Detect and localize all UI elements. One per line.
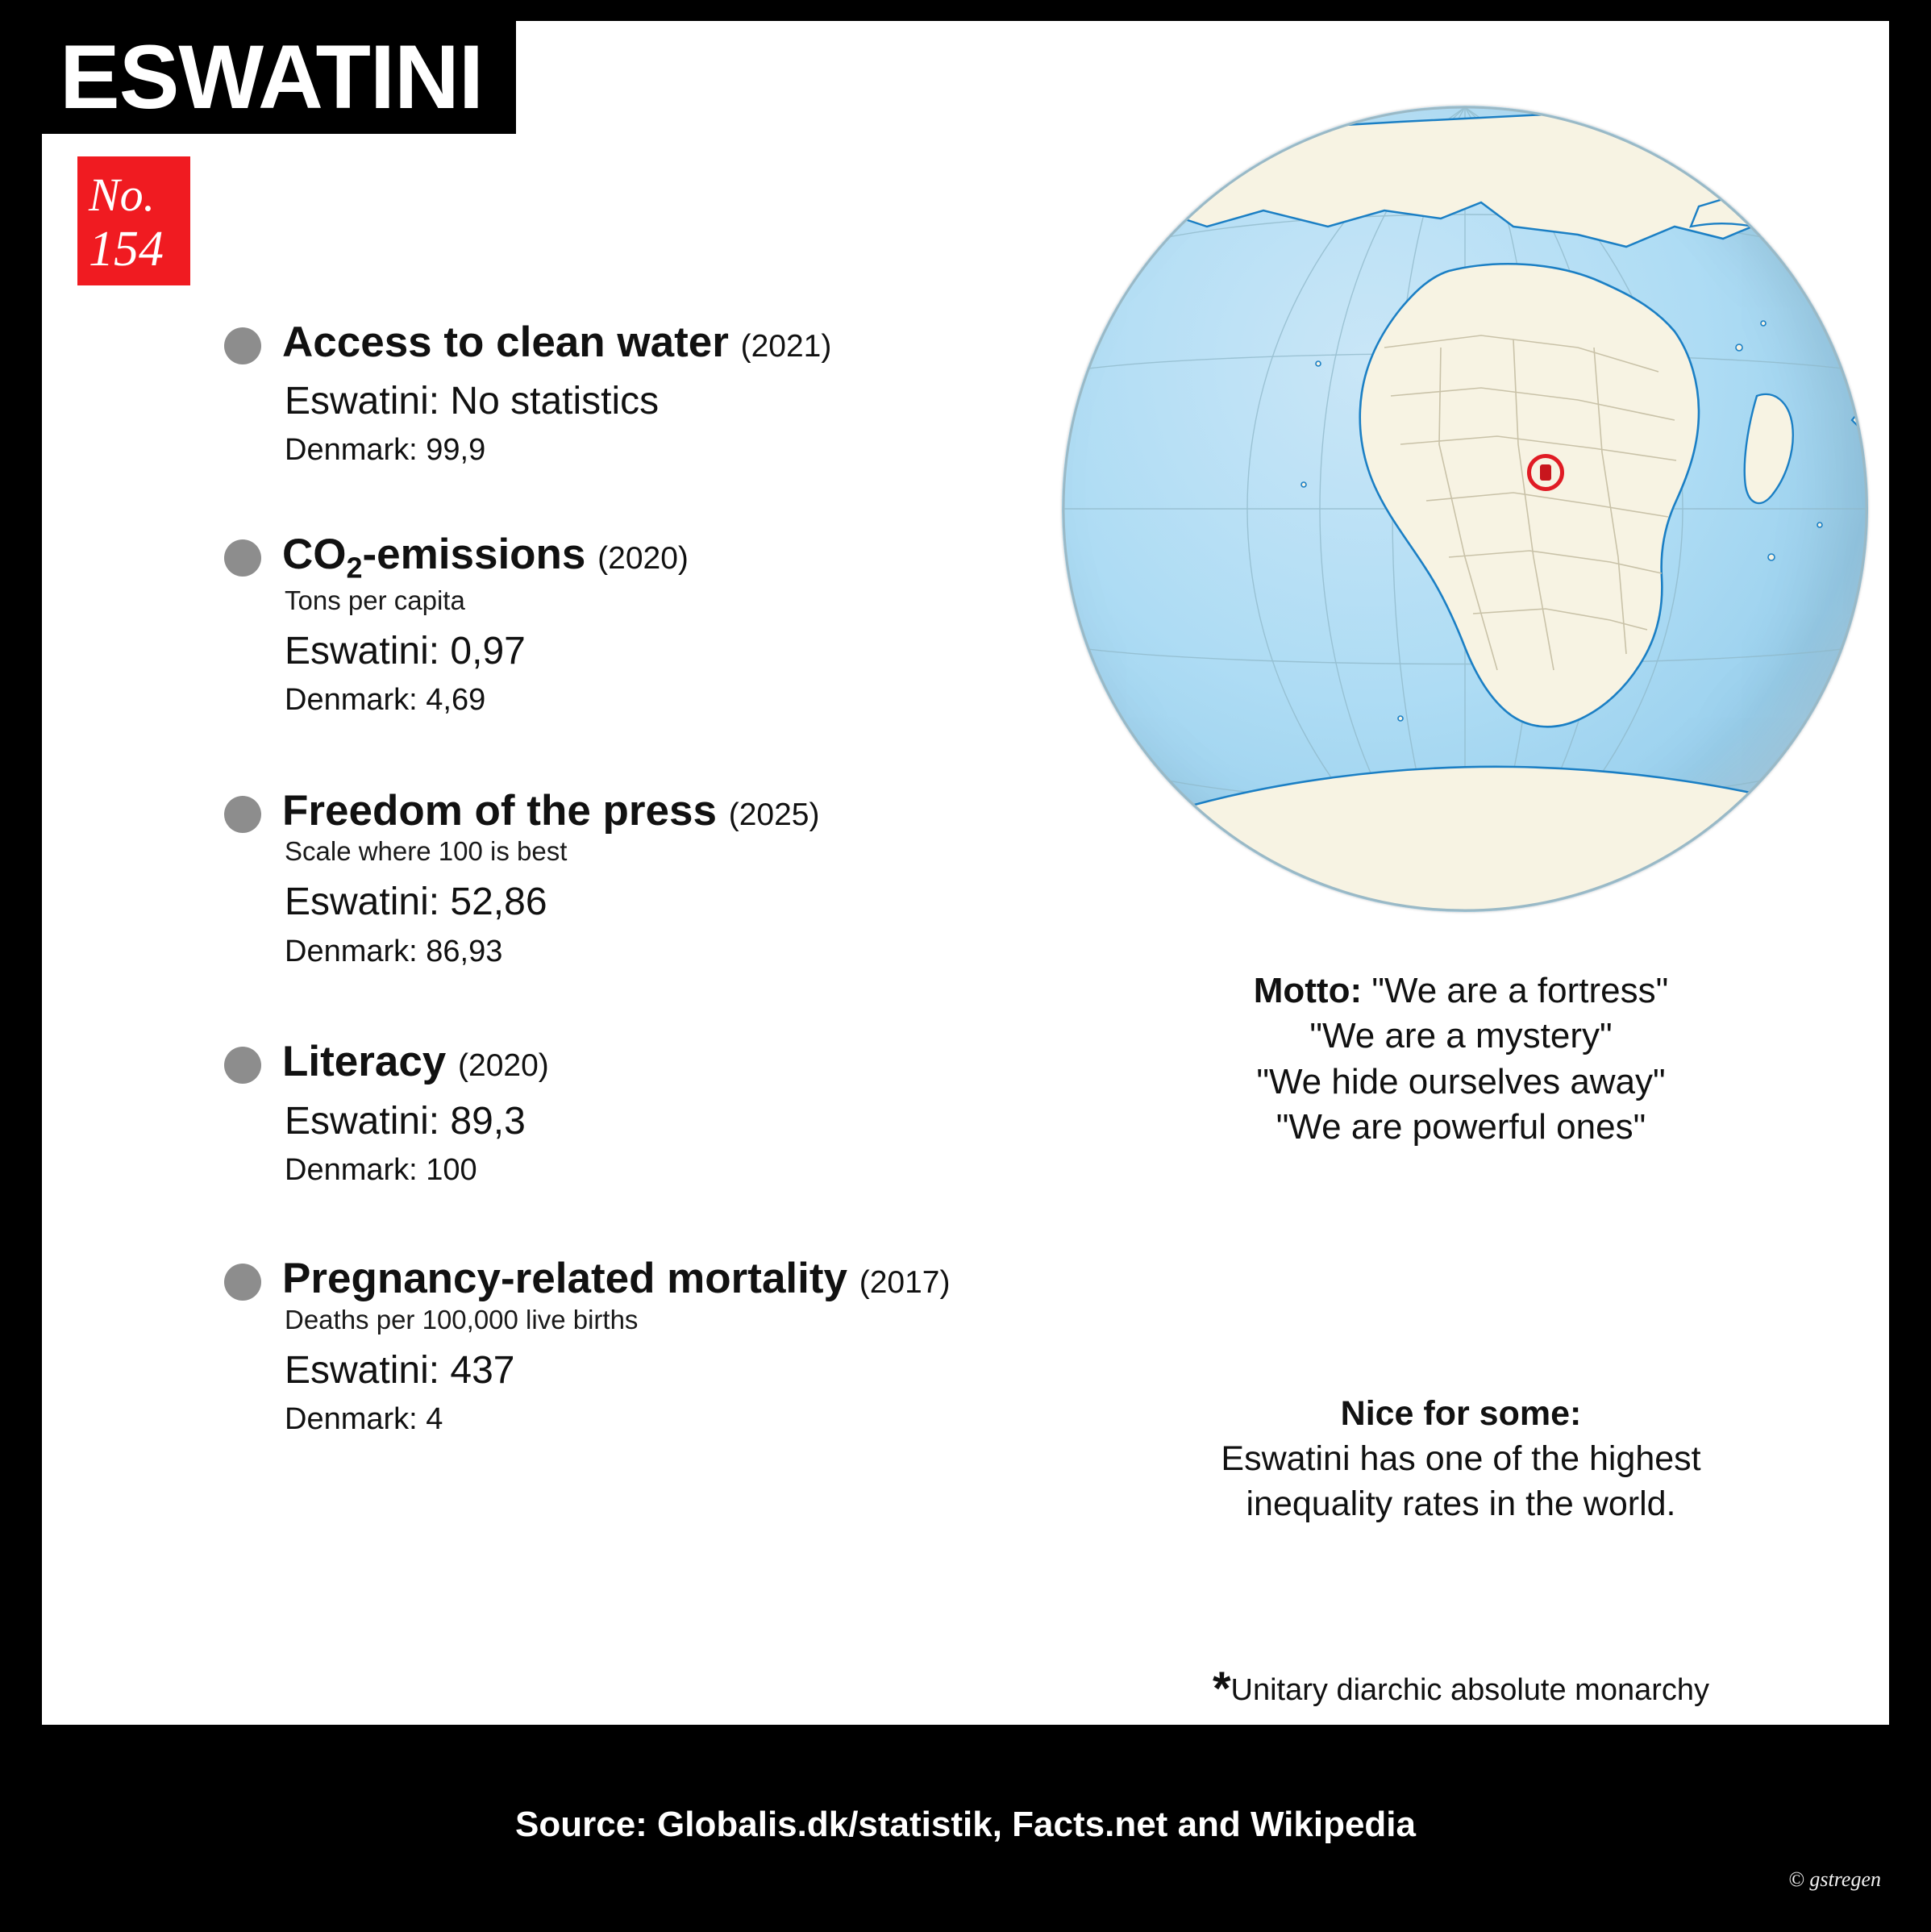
land-arabia — [1691, 194, 1868, 295]
stat-title: Pregnancy-related mortality — [282, 1255, 848, 1303]
globe-sphere — [1062, 106, 1868, 912]
stat-compare-value: Denmark: 99,9 — [285, 433, 486, 468]
rank-label: No. — [89, 169, 156, 221]
source-text: Source: Globalis.dk/statistik, Facts.net and Wikipedia — [515, 1805, 1416, 1844]
stat-year: (2021) — [740, 329, 832, 364]
stat-heading — [202, 1039, 1088, 1085]
stat-item-co2-emissions — [202, 531, 1088, 718]
stat-title-sub: 2 — [346, 551, 363, 585]
stat-item-literacy — [202, 1039, 1088, 1188]
statistics-list — [202, 319, 1088, 1481]
stat-year: (2020) — [458, 1048, 549, 1084]
stat-compare-value: Denmark: 100 — [285, 1152, 477, 1187]
stat-item-clean-water — [202, 319, 1088, 468]
stat-country-value: Eswatini: 437 — [285, 1348, 515, 1392]
stat-heading — [202, 531, 1088, 584]
stat-title-post: -emissions — [362, 531, 586, 579]
rank-number: 154 — [89, 221, 164, 277]
rank-badge — [77, 156, 190, 285]
motto-line-1: "We are a fortress" — [1371, 971, 1669, 1010]
right-column — [1114, 968, 1808, 1718]
stat-compare-value: Denmark: 4,69 — [285, 683, 486, 718]
footnote-text: Unitary diarchic absolute monarchy — [1230, 1672, 1710, 1707]
motto-line-2: "We are a mystery" — [1309, 1016, 1613, 1056]
stat-item-freedom-of-press — [202, 788, 1088, 969]
title-block — [42, 21, 516, 134]
stat-item-pregnancy-mortality — [202, 1255, 1088, 1437]
motto-line-3: "We hide ourselves away" — [1256, 1061, 1666, 1101]
stat-subtitle: Scale where 100 is best — [285, 836, 568, 867]
stat-heading — [202, 319, 1088, 366]
stat-year: (2020) — [597, 541, 689, 577]
stat-title: Freedom of the press — [282, 787, 717, 835]
land-madagascar — [1745, 394, 1793, 503]
stat-title: Access to clean water — [282, 319, 729, 366]
stat-subtitle: Deaths per 100,000 live births — [285, 1304, 639, 1334]
stat-country-value: Eswatini: 0,97 — [285, 630, 526, 673]
stat-country-value: Eswatini: 89,3 — [285, 1099, 526, 1143]
stat-country-value: Eswatini: No statistics — [285, 380, 660, 423]
fact-block — [1114, 1392, 1808, 1527]
stat-title: Literacy — [282, 1038, 447, 1086]
signature-watermark: © gstregen — [1788, 1867, 1881, 1891]
bullet-icon — [224, 796, 261, 833]
location-marker-icon — [1527, 454, 1564, 491]
page-title: ESWATINI — [60, 27, 484, 127]
land-eurasia-north — [1159, 106, 1868, 247]
stat-heading — [202, 788, 1088, 835]
footnote-block — [1114, 1660, 1808, 1719]
bullet-icon — [224, 1047, 261, 1084]
fact-title: Nice for some: — [1340, 1394, 1582, 1434]
stat-subtitle: Tons per capita — [285, 585, 465, 616]
fact-body: Eswatini has one of the highest inequality rates in the world. — [1221, 1439, 1701, 1524]
globe-illustration — [1046, 98, 1868, 936]
motto-block — [1114, 968, 1808, 1150]
stat-heading — [202, 1255, 1088, 1302]
stat-country-value: Eswatini: 52,86 — [285, 881, 547, 924]
asterisk-icon: * — [1212, 1662, 1231, 1715]
stat-compare-value: Denmark: 4 — [285, 1401, 443, 1436]
stat-title-pre: CO — [282, 531, 347, 579]
stat-compare-value: Denmark: 86,93 — [285, 934, 503, 968]
bullet-icon — [224, 327, 261, 364]
motto-line-4: "We are powerful ones" — [1276, 1106, 1646, 1147]
motto-label: Motto: — [1253, 971, 1363, 1010]
stat-year: (2025) — [728, 797, 820, 833]
stat-year: (2017) — [859, 1265, 951, 1301]
content-card — [42, 21, 1889, 1725]
bullet-icon — [224, 539, 261, 577]
globe-map-svg — [1062, 106, 1868, 912]
